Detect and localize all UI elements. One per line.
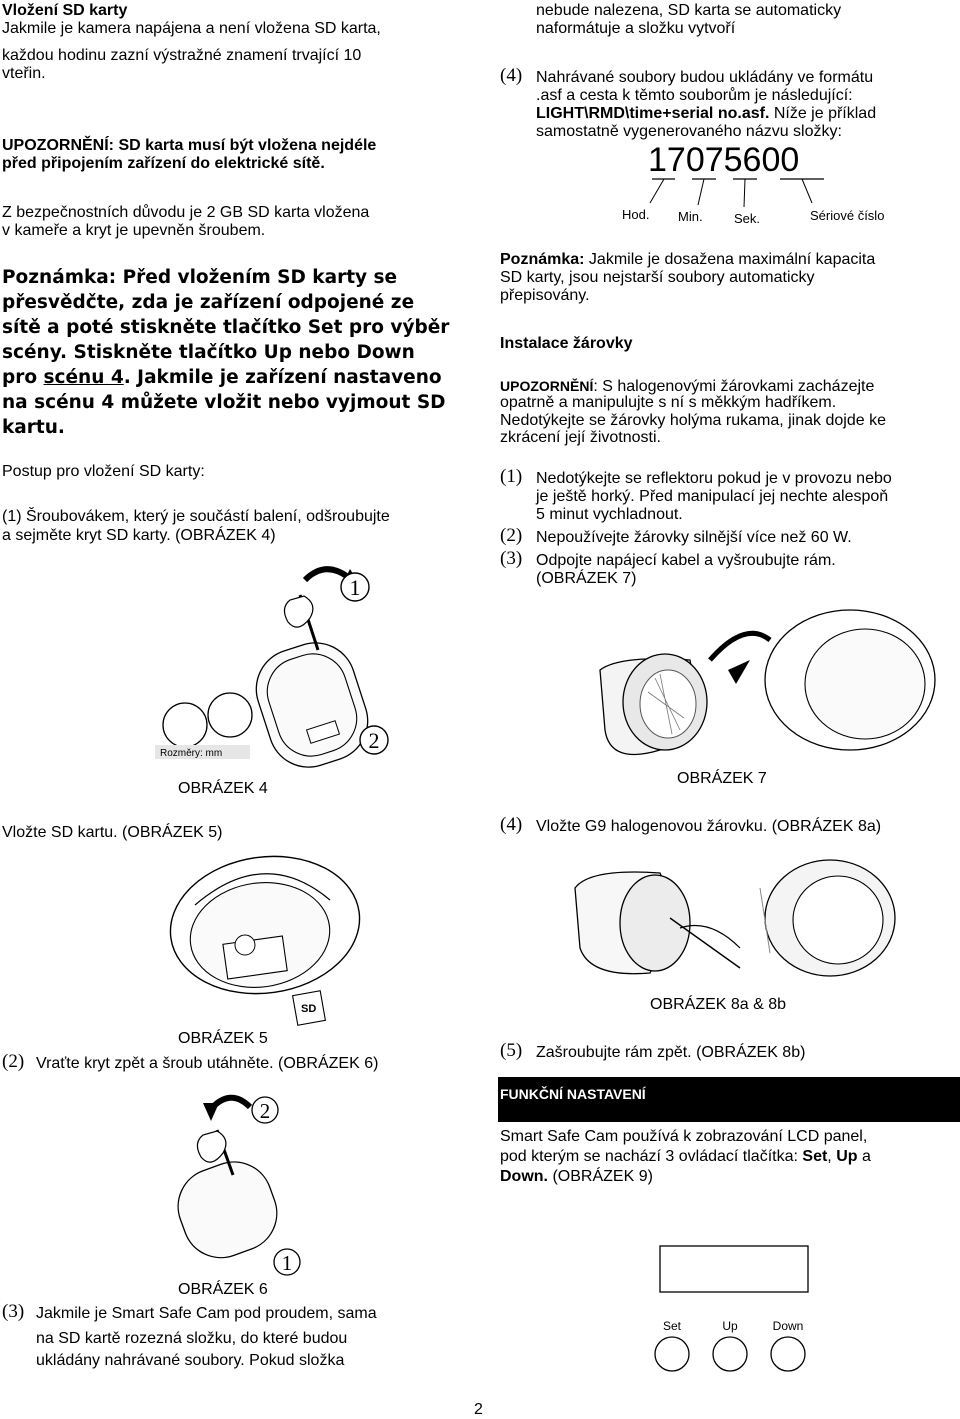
figure-7-illustration (560, 600, 960, 765)
camera-body (167, 1151, 287, 1268)
function-line: Smart Safe Cam používá k zobrazování LCD panel, (500, 1128, 868, 1145)
screw-detail-1 (163, 703, 207, 747)
label-seconds: Sek. (734, 211, 761, 226)
page-number: 2 (474, 1401, 483, 1418)
figure-5-illustration (155, 845, 355, 1025)
paragraph-line: Jakmile je kamera napájena a není vložena SD karta, (2, 20, 381, 37)
note-line: sítě a poté stiskněte tlačítko Set pro výběr (2, 317, 450, 338)
file-path: LIGHT\RMD\time+serial no.asf. (536, 105, 770, 122)
down-button[interactable] (771, 1337, 805, 1371)
bulb-step-1-line: je ještě horký. Před manipulací jej nechte alespoň (536, 488, 889, 505)
marker-2: 2 (368, 728, 380, 753)
paragraph-line: v kameře a kryt je upevněn šroubem. (2, 222, 266, 239)
note-2-text: Jakmile je dosažena maximální kapacita (584, 251, 876, 268)
continued-line: nebude nalezena, SD karta se automaticky (536, 2, 842, 19)
pointer-line (650, 179, 664, 203)
bulb-step-5-text: Zašroubujte rám zpět. (OBRÁZEK 8b) (536, 1044, 806, 1061)
up-button[interactable] (713, 1337, 747, 1371)
folder-name-example: 17075600 (648, 141, 800, 179)
bulb-step-4-text: Vložte G9 halogenovou žárovku. (OBRÁZEK 8a) (536, 818, 882, 835)
arrow-head-icon (203, 1103, 219, 1121)
note-line: kartu. (2, 417, 65, 438)
note-text: pro (2, 367, 44, 388)
label-hours: Hod. (622, 207, 650, 222)
rotate-arrow-icon (305, 569, 348, 580)
figure-8-caption: OBRÁZEK 8a & 8b (650, 996, 787, 1013)
reflector (620, 875, 690, 971)
note-2-label: Poznámka: (500, 251, 585, 268)
section-heading-sd-card: Vložení SD karty (2, 2, 128, 19)
bulb-warning-line: zkrácení její životnosti. (500, 429, 661, 446)
screw-icon (235, 935, 255, 955)
reflector-inner (640, 670, 696, 738)
step-1-line: a sejměte kryt SD karty. (OBRÁZEK 4) (2, 527, 276, 544)
figure-8-illustration (570, 858, 900, 988)
marker-2: 2 (259, 1099, 271, 1123)
screw-detail-2 (208, 693, 252, 737)
continued-line: naformátuje a složku vytvoří (536, 20, 736, 37)
set-button-label: Set (662, 1319, 682, 1333)
note-2-line: přepisovány. (500, 287, 590, 304)
section-heading-bar (498, 1077, 960, 1122)
note-line: Poznámka: Před vložením SD karty se (2, 267, 398, 288)
item-4-line: .asf a cesta k těmto souborům je následující: (536, 87, 853, 104)
paragraph-line: Z bezpečnostních důvodu je 2 GB SD karta vložena (2, 204, 370, 221)
down-button-label: Down (772, 1319, 804, 1333)
figure-4-illustration (150, 555, 410, 780)
figure-4-caption: OBRÁZEK 4 (178, 780, 268, 797)
step-2-number: (2) (2, 1051, 25, 1072)
pointer-line (698, 179, 704, 205)
figure-9-ref: (OBRÁZEK 9) (552, 1168, 653, 1185)
unscrew-arrow-icon (710, 633, 770, 660)
label-serial: Sériové číslo (810, 208, 885, 223)
item-4-line: samostatně vygenerovaného názvu složky: (536, 123, 842, 140)
note-2-line: SD karty, jsou nejstarší soubory automaticky (500, 269, 815, 286)
scene-4-link[interactable]: scénu 4 (43, 367, 124, 388)
item-4-line (536, 105, 876, 123)
frame-ring (805, 629, 925, 739)
figure-7-caption: OBRÁZEK 7 (677, 770, 767, 787)
marker-1: 1 (281, 1251, 293, 1275)
note-line: na scénu 4 můžete vložit nebo vyjmout SD (2, 392, 446, 413)
pointer-line (802, 179, 812, 203)
item-4-number: (4) (500, 65, 523, 86)
function-settings-heading: FUNKČNÍ NASTAVENÍ (500, 1086, 646, 1102)
warning-line: UPOZORNĚNÍ: SD karta musí být vložena nejdéle (2, 137, 377, 154)
bulb-step-3-line: Odpojte napájecí kabel a vyšroubujte rám. (536, 552, 836, 569)
paragraph-line: vteřin. (2, 65, 46, 82)
insert-sd-instruction: Vložte SD kartu. (OBRÁZEK 5) (2, 824, 223, 841)
and-word: a (861, 1148, 871, 1165)
item-4-line: Nahrávané soubory budou ukládány ve formátu (536, 69, 874, 86)
note-line: scény. Stiskněte tlačítko Up nebo Down (2, 342, 415, 363)
pointer-line (744, 179, 745, 207)
bulb-step-3-line: (OBRÁZEK 7) (536, 570, 637, 587)
function-line (500, 1168, 653, 1186)
figure-5-caption: OBRÁZEK 5 (178, 1030, 268, 1047)
figure-6-caption: OBRÁZEK 6 (178, 1281, 268, 1298)
warning-line: před připojením zařízení do elektrické sítě. (2, 155, 325, 172)
bulb-step-1-line: 5 minut vychladnout. (536, 506, 683, 523)
section-heading-bulb: Instalace žárovky (500, 335, 633, 352)
note-2-line (500, 251, 958, 269)
up-button-label: Up (722, 1319, 738, 1333)
function-line: pod kterým se nachází 3 ovládací tlačítka: Set, Up a (500, 1148, 871, 1165)
label-minutes: Min. (678, 209, 703, 224)
step-3-line: na SD kartě rozezná složku, do které budou (36, 1330, 348, 1347)
bulb-step-4-number: (4) (500, 814, 523, 835)
procedure-intro: Postup pro vložení SD karty: (2, 463, 205, 480)
lcd-panel (660, 1246, 808, 1292)
step-3-number: (3) (2, 1301, 25, 1322)
set-label: Set (802, 1148, 828, 1165)
bulb-step-1-number: (1) (500, 466, 523, 487)
bulb-step-5-number: (5) (500, 1040, 523, 1061)
function-text: pod kterým se nachází 3 ovládací tlačítka: (500, 1148, 798, 1165)
figure-9-control-panel (640, 1240, 820, 1380)
arrow-head-icon (728, 660, 750, 684)
note-text: . Jakmile je zařízení nastaveno (123, 367, 442, 388)
marker-1: 1 (349, 575, 361, 600)
step-3-line: ukládány nahrávané soubory. Pokud složka (36, 1352, 345, 1369)
step-2-text: Vraťte kryt zpět a šroub utáhněte. (OBRÁZEK 6) (36, 1055, 379, 1072)
down-label: Down. (500, 1168, 548, 1185)
up-label: Up (836, 1148, 858, 1165)
item-4-text: Níže je příklad (769, 105, 877, 122)
bulb-warning-line: Nedotýkejte se žárovky holýma rukama, jinak dojde ke (500, 412, 886, 429)
step-3-line: Jakmile je Smart Safe Cam pod proudem, sama (36, 1305, 377, 1322)
folder-name-diagram (620, 175, 840, 215)
sd-card-label: SD (301, 1003, 317, 1015)
bulb-step-3-number: (3) (500, 548, 523, 569)
bulb-step-1-line: Nedotýkejte se reflektoru pokud je v provozu nebo (536, 470, 892, 487)
paragraph-line: každou hodinu zazní výstražné znamení trvající 10 (2, 47, 362, 64)
dimension-label: Rozměry: mm (160, 748, 223, 759)
hand-icon (197, 1131, 225, 1162)
step-1-line: (1) Šroubovákem, který je součástí balení, odšroubujte (2, 508, 390, 525)
bulb-warning-line: opatrně a manipulujte s ní s měkkým hadříkem. (500, 394, 837, 411)
figure-6-illustration (145, 1075, 315, 1275)
bulb-step-2-number: (2) (500, 525, 523, 546)
note-line: přesvědčte, zda je zařízení odpojené ze (2, 292, 415, 313)
bulb-step-2-text: Nepoužívejte žárovky silnější více než 60 W. (536, 529, 852, 546)
set-button[interactable] (655, 1337, 689, 1371)
bulb-warning-text: : S halogenovými žárovkami zacházejte (593, 378, 875, 395)
note-line (2, 365, 442, 390)
bulb-warning-label: UPOZORNĚNÍ (500, 378, 594, 394)
lamp-ring (793, 876, 883, 964)
